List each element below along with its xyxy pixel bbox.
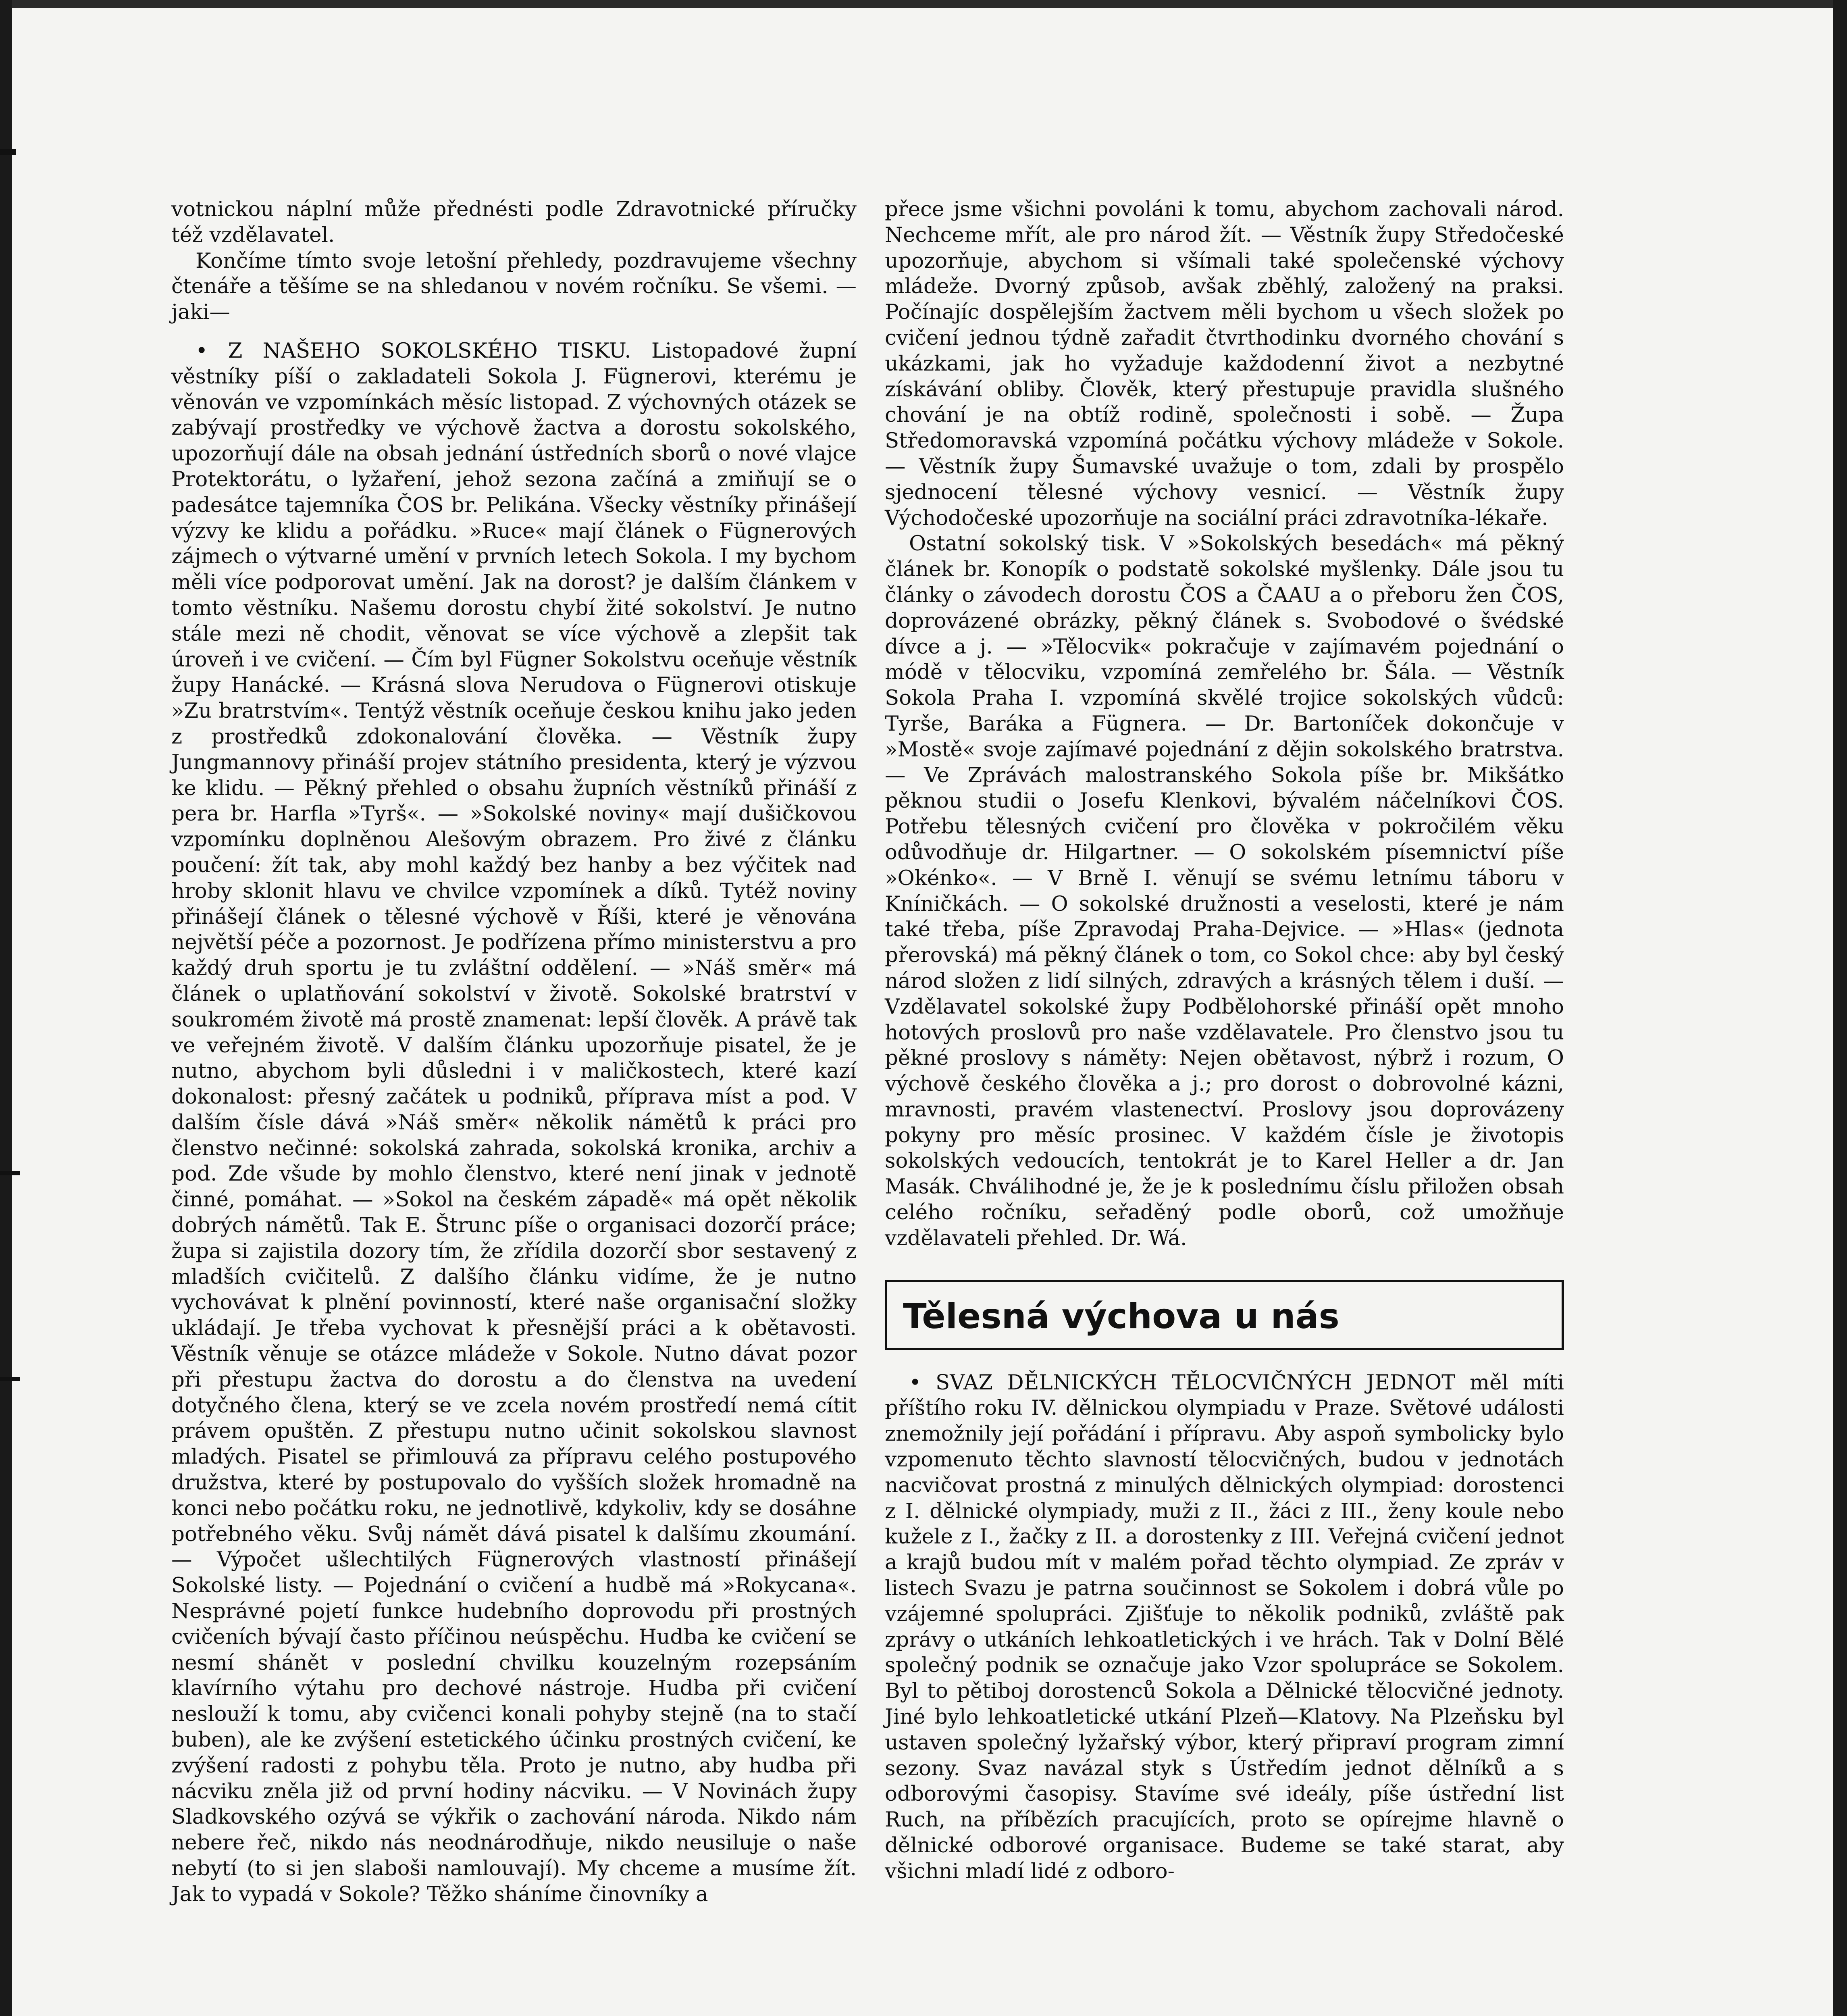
paragraph: votnickou náplní může přednésti podle Zdravotnické příručky též vzdělavatel. [171, 197, 857, 247]
right-column [885, 197, 1564, 1885]
paragraph: • Z NAŠEHO SOKOLSKÉHO TISKU. Listopadové župní věstníky píší o zakladateli Sokola J. Fügnerovi, kterému je věnován ve vzpomínkách měsíc listopad. Z výchovných otázek se zabývají prostředky ve výchově žactva a dorostu sokolského, upozorňují dále na obsah jednání ústředních sborů o nové vlajce Protektorátu, o lyžaření, jehož sezona začíná a zmiňují se o padesátce tajemníka ČOS br. Pelikána. Všecky věstníky přinášejí výzvy ke klidu a pořádku. »Ruce« mají článek o Fügnerových zájmech o výtvarné umění v prvních letech Sokola. I my bychom měli více podporovat umění. Jak na dorost? je dalším článkem v tomto věstníku. Našemu dorostu chybí žité sokolství. Je nutno stále mezi ně chodit, věnovat se více výchově a zlepšit tak úroveň i ve cvičení. — Čím byl Fügner Sokolstvu oceňuje věstník župy Hanácké. — Krásná slova Nerudova o Fügnerovi otiskuje »Zu bratrstvím«. Tentýž věstník oceňuje českou knihu jako jeden z prostředků zdokonalování člověka. — Věstník župy Jungmannovy přináší projev státního presidenta, který je výzvou ke klidu. — Pěkný přehled o obsahu župních věstníků přináší z pera br. Harfla »Tyrš«. — »Sokolské noviny« mají dušičkovou vzpomínku doplněnou Alešovým obrazem. Pro živé z článku poučení: žít tak, aby mohl každý bez hanby a bez výčitek nad hroby sklonit hlavu ve chvilce vzpomínek a díků. Tytéž noviny přinášejí článek o tělesné výchově v Říši, které je věnována největší péče a pozornost. Je podřízena přímo ministerstvu a pro každý druh sportu je tu zvláštní oddělení. — »Náš směr« má článek o uplatňování sokolství v životě. Sokolské bratrství v soukromém životě má prostě znamenat: lepší člověk. A právě tak ve veřejném životě. V dalším článku upozorňuje pisatel, že je nutno, abychom byli důsledni i v maličkostech, které kazí dokonalost: přesný začátek u podniků, příprava míst a pod. V dalším čísle dává »Náš směr« několik námětů k práci pro členstvo nečinné: sokolská zahrada, sokolská kronika, archiv a pod. Zde všude by mohlo členstvo, které není jinak v jednotě činné, pomáhat. — »Sokol na českém západě« má opět několik dobrých námětů. Tak E. Štrunc píše o organisaci dozorčí práce; župa si zajistila dozory tím, že zřídila dozorčí sbor sestavený z mladších cvičitelů. Z dalšího článku vidíme, že je nutno vychovávat k plnění povinností, které naše organisační složky ukládají. Je třeba vychovat k přesnější práci a k obětavosti. Věstník věnuje se otázce mládeže v Sokole. Nutno dávat pozor při přestupu žactva do dorostu a do členstva na uvedení dotyčného člena, který se ve zcela novém prostředí nemá cítit právem opuštěn. Z přestupu nutno učinit sokolskou slavnost mladých. Pisatel se přimlouvá za přípravu celého postupového družstva, které by postupovalo do vyšších složek hromadně na konci nebo počátku roku, ne jednotlivě, kdykoliv, kdy se dosáhne potřebného věku. Svůj námět dává pisatel k dalšímu zkoumání. — Výpočet ušlechtilých Fügnerových vlastností přinášejí Sokolské listy. — Pojednání o cvičení a hudbě má »Rokycana«. Nesprávné pojetí funkce hudebního doprovodu při prostných cvičeních bývají často příčinou neúspěchu. Hudba ke cvičení se nesmí shánět v poslední chvilku kouzelným rozepsáním klavírního výtahu pro dechové nástroje. Hudba při cvičení neslouží k tomu, aby cvičenci konali pohyby stejně (na to stačí buben), ale ke zvýšení estetického účinku prostných cvičení, ke zvýšení radosti z pohybu těla. Proto je nutno, aby hudba při nácviku zněla již od první hodiny nácviku. — V Novinách župy Sladkovského ozývá se výkřik o zachování národa. Nikdo nám nebere řeč, nikdo nás neodnárodňuje, nikdo neusiluje o naše nebytí (to si jen slaboši namlouvají). My chceme a musíme žít. Jak to vypadá v Sokole? Těžko sháníme činovníky a [171, 338, 857, 1906]
scan-border-top [0, 0, 1847, 8]
section-heading-box [885, 1280, 1564, 1350]
paragraph: Ostatní sokolský tisk. V »Sokolských besedách« má pěkný článek br. Konopík o podstatě sokolské myšlenky. Dále jsou tu články o závodech dorostu ČOS a ČAAU a o přeboru žen ČOS, doprovázené obrázky, pěkný článek s. Svobodové o švédské dívce a j. — »Tělocvik« pokračuje v zajímavém pojednání o módě v tělocviku, vzpomíná zemřelého br. Šála. — Věstník Sokola Praha I. vzpomíná skvělé trojice sokolských vůdců: Tyrše, Baráka a Fügnera. — Dr. Bartoníček dokončuje v »Mostě« svoje zajímavé pojednání z dějin sokolského bratrstva. — Ve Zprávách malostranského Sokola píše br. Mikšátko pěknou studii o Josefu Klenkovi, bývalém náčelníkovi ČOS. Potřebu tělesných cvičení pro člověka v pokročilém věku odůvodňuje dr. Hilgartner. — O sokolském písemnictví píše »Okénko«. — V Brně I. věnují se svému letnímu táboru v Kníničkách. — O sokolské družnosti a veselosti, které je nám také třeba, píše Zpravodaj Praha-Dejvice. — »Hlas« (jednota přerovská) má pěkný článek o tom, co Sokol chce: aby byl český národ složen z lidí silných, zdravých a krásných tělem i duší. — Vzdělavatel sokolské župy Podbělohorské přináší opět mnoho hotových proslovů pro naše vzdělavatele. Pro členstvo jsou tu pěkné proslovy s náměty: Nejen obětavost, nýbrž i rozum, O výchově českého člověka a j.; pro dorost o dobrovolné kázni, mravnosti, pravém vlastenectví. Proslovy jsou doprovázeny pokyny pro měsíc prosinec. V každém čísle je životopis sokolských vedoucích, tentokrát je to Karel Heller a dr. Jan Masák. Chválihodné je, že je k poslednímu číslu přiložen obsah celého ročníku, seřaděný podle oborů, což umožňuje vzdělavateli přehled. Dr. Wá. [885, 531, 1564, 1250]
paragraph: přece jsme všichni povoláni k tomu, abychom zachovali národ. Nechceme mřít, ale pro národ žít. — Věstník župy Středočeské upozorňuje, abychom si všímali také společenské výchovy mládeže. Dvorný způsob, avšak zběhlý, založený na praksi. Počínajíc dospělejším žactvem měli bychom u všech složek po cvičení jednou týdně zařadit čtvrthodinku dvorného chování s ukázkami, jak ho vyžaduje každodenní život a nezbytné získávání obliby. Člověk, který přestupuje pravidla slušného chování je na obtíž rodině, společnosti i sobě. — Župa Středomoravská vzpomíná počátku výchovy mládeže v Sokole. — Věstník župy Šumavské uvažuje o tom, zdali by prospělo sjednocení tělesné výchovy vesnicí. — Věstník župy Východočeské upozorňuje na sociální práci zdravotníka-lékaře. [885, 197, 1564, 530]
paragraph: • SVAZ DĚLNICKÝCH TĚLOCVIČNÝCH JEDNOT měl míti příštího roku IV. dělnickou olympiadu v Praze. Světové události znemožnily její pořádání i přípravu. Aby aspoň symbolicky bylo vzpomenuto těchto slavností tělocvičných, budou v jednotách nacvičovat prostná z minulých dělnických olympiad: dorostenci z I. dělnické olympiady, muži z II., žáci z III., ženy koule nebo kužele z I., žačky z II. a dorostenky z III. Veřejná cvičení jednot a krajů budou mít v malém pořad těchto olympiad. Ze zpráv v listech Svazu je patrna součinnost se Sokolem i dobrá vůle po vzájemné spolupráci. Zjišťuje to několik podniků, zvláště pak zprávy o utkáních lehkoatletických i ve hrách. Tak v Dolní Bělé společný podnik se označuje jako Vzor spolupráce se Sokolem. Byl to pětiboj dorostenců Sokola a Dělnické tělocvičné jednoty. Jiné bylo lehkoatletické utkání Plzeň—Klatovy. Na Plzeňsku byl ustaven společný lyžařský výbor, který připraví program zimní sezony. Svaz navázal styk s Ústředím jednot dělníků a s odborovými časopisy. Stavíme své ideály, píše ústřední list Ruch, na příbězích pracujících, proto se opírejme hlavně o dělnické odborové organisace. Budeme se také starat, aby všichni mladí lidé z odboro- [885, 1370, 1564, 1883]
margin-mark [0, 149, 16, 155]
margin-mark [0, 1171, 20, 1175]
margin-mark [0, 1377, 20, 1381]
scan-border-right [1833, 0, 1847, 2016]
paragraph: Končíme tímto svoje letošní přehledy, pozdravujeme všechny čtenáře a těšíme se na shledanou v novém ročníku. Se všemi. —jaki— [171, 248, 857, 325]
section-heading: Tělesná výchova u nás [903, 1296, 1339, 1337]
scan-border-left [0, 0, 12, 2016]
left-column [171, 197, 857, 1908]
